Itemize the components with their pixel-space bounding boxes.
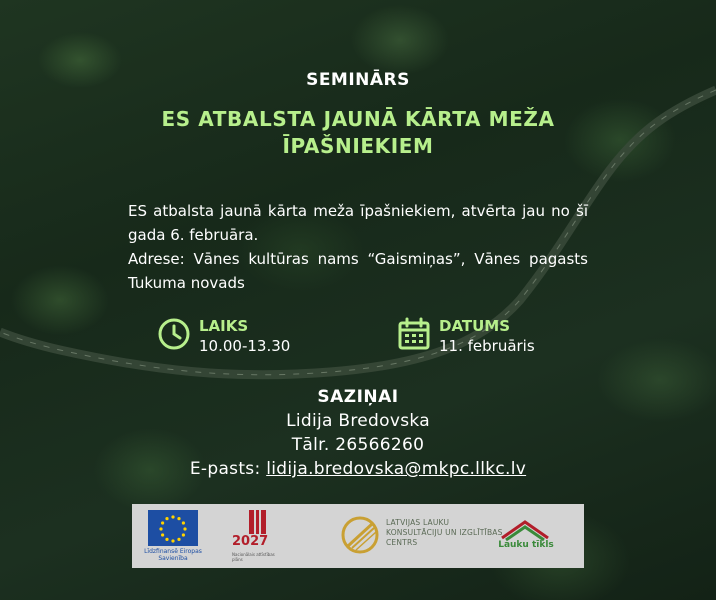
email-link[interactable]: lidija.bredovska@mkpc.llkc.lv: [266, 459, 527, 479]
date-label: DATUMS: [439, 317, 511, 335]
calendar-icon: [397, 317, 431, 351]
date-value: 11. februāris: [439, 337, 535, 355]
llkc-logo-icon: [340, 514, 380, 556]
logo-strip: [132, 504, 584, 568]
contact-email-row: [0, 457, 716, 481]
lauku-tikls-logo-icon: [500, 518, 550, 542]
eu-flag-icon: [148, 510, 198, 546]
llkc-name: LATVIJAS LAUKU KONSULTĀCIJU UN IZGLĪTĪBAS CENTRS: [386, 518, 503, 547]
address-text: Adrese: Vānes kultūras nams “Gaismiņas”, Vānes pagasts Tukuma novads: [128, 250, 588, 292]
contact-name: Lidija Bredovska: [286, 411, 430, 431]
national-plan-logo-icon: [246, 510, 270, 534]
description-text: ES atbalsta jaunā kārta meža īpašniekiem, atvērta jau no šī gada 6. februāra.: [128, 202, 588, 244]
clock-icon: [157, 317, 191, 351]
description: [128, 199, 588, 295]
contact-section: [0, 385, 716, 481]
lauku-tikls-name: Lauku tīkls: [498, 540, 554, 550]
date-block: [397, 317, 535, 357]
national-plan-caption: Nacionālais attīstības plāns: [232, 552, 275, 562]
contact-heading: SAZIŅAI: [317, 387, 399, 407]
national-plan-year: 2027: [232, 534, 269, 549]
seminar-label: SEMINĀRS: [306, 70, 410, 90]
email-prefix: E-pasts:: [189, 459, 261, 479]
time-value: 10.00-13.30: [199, 337, 291, 355]
contact-phone: Tālr. 26566260: [291, 435, 425, 455]
time-block: [157, 317, 290, 357]
eu-caption: Līdzfinansē Eiropas Savienība: [144, 548, 202, 562]
seminar-title: ES ATBALSTA JAUNĀ KĀRTA MEŽA ĪPAŠNIEKIEM: [161, 107, 555, 158]
time-label: LAIKS: [199, 317, 249, 335]
